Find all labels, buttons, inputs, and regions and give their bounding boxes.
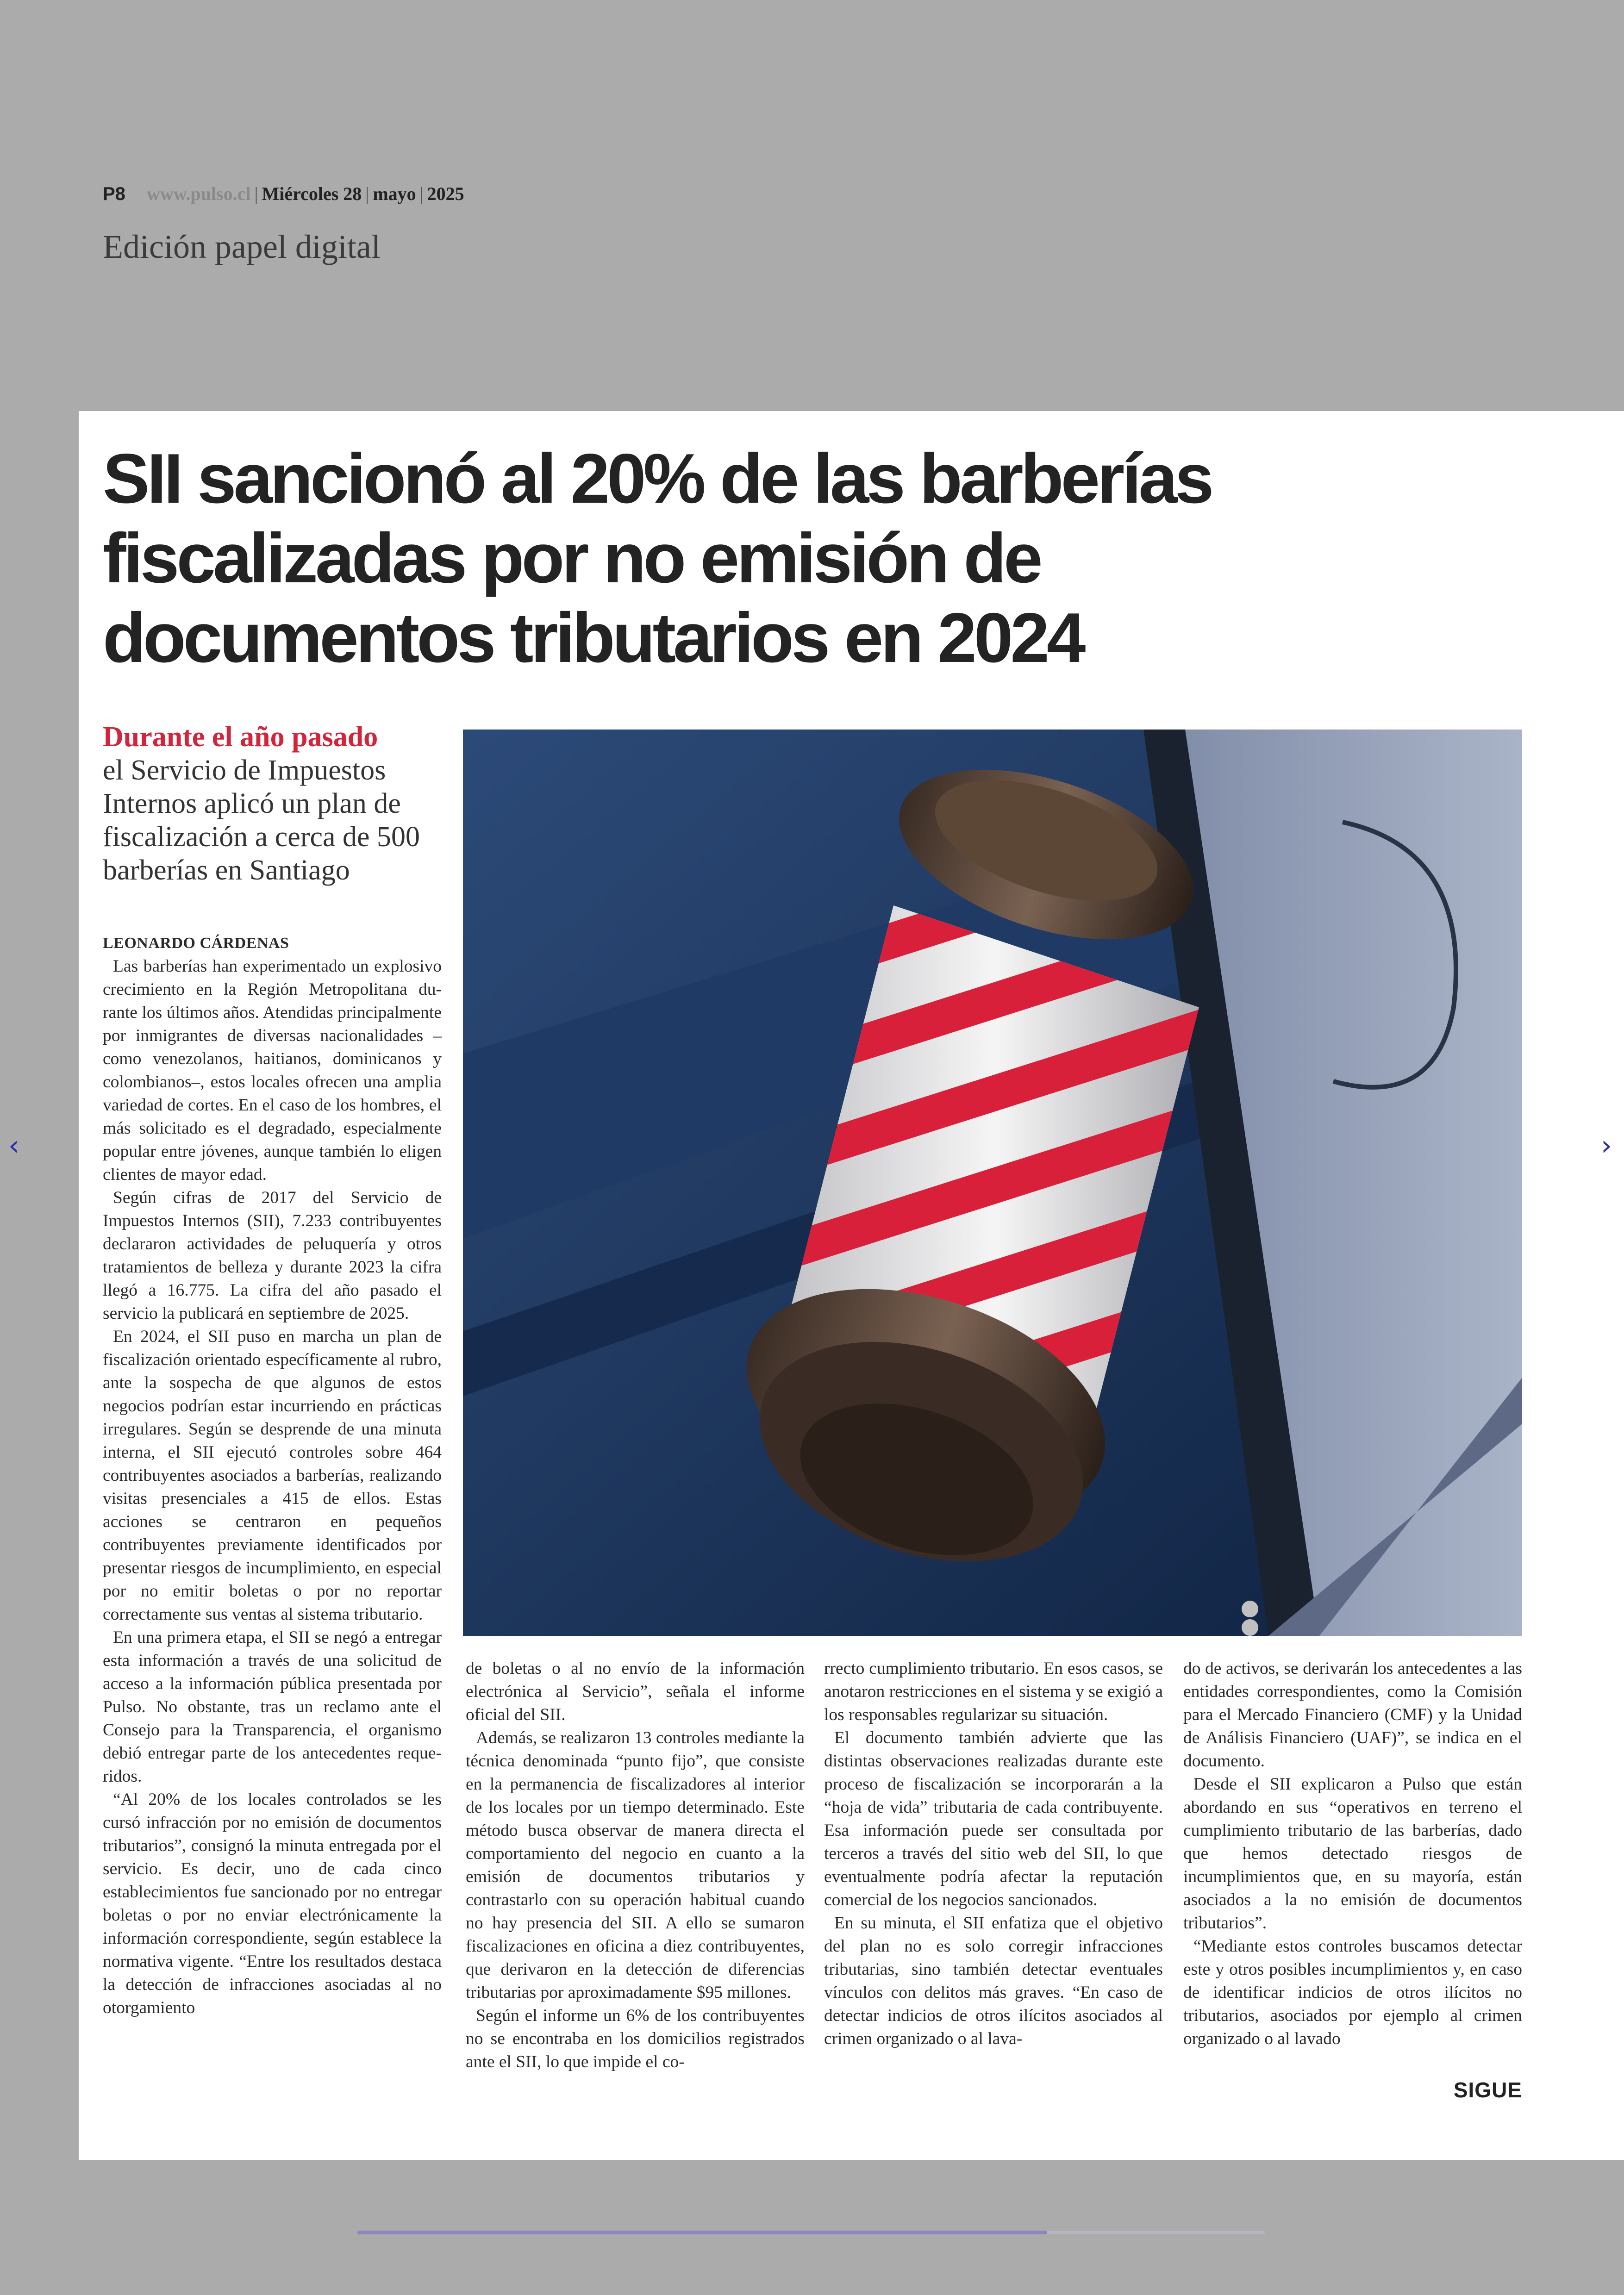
paragraph: rrecto cumplimiento tributario. En esos casos, se anotaron restricciones en el sistema y se exigió a los responsables regularizar su situación.	[824, 1659, 1163, 1724]
paragraph: “Mediante estos controles buscamos detectar este y otros posibles incumplimientos y, en caso de identificar indicios de otros ilícitos no tributarios, asociados por ejemplo al crimen organizado o al lavado	[1183, 1937, 1522, 2048]
paragraph: Desde el SII explicaron a Pulso que están abordando en sus “operativos en terreno el cumplimiento tributario de las barberías, dado que hemos detectado riesgos de incumplimientos que, en su mayoría, están asociados a la no emisión de documentos tributarios”.	[1183, 1775, 1522, 1933]
paragraph: “Al 20% de los locales controlados se les cursó infracción por no emisión de documentos tributarios”, consignó la minuta entregada por el servicio. Es decir, uno de cada cinco establecimientos fue sancionado por no entregar boletas o por no enviar electrónicamente la información correspondiente, según establece la normativa vigente. “Entre los resultados destaca la detección de infracciones asociadas al no otorgamiento	[103, 1790, 442, 2017]
next-page-button[interactable]	[1601, 1129, 1612, 1162]
chevron-left-icon: ‹	[8, 1129, 19, 1162]
paragraph: En una primera etapa, el SII se negó a entregar esta información a través de una solicitud de acceso a la información pública presentada por Pulso. No obstante, tras un reclamo ante el Consejo para la Transparencia, el organismo debió entregar parte de los antecedentes reque-ridos.	[103, 1628, 442, 1786]
article-column-3	[824, 1657, 1163, 2051]
paragraph: do de activos, se derivarán los antecedentes a las entidades correspondientes, como la Comisión para el Mercado Financiero (CMF) y la Unidad de Análisis Financiero (UAF)”, se indica en el documento.	[1183, 1659, 1522, 1771]
article-column-4	[1183, 1657, 1522, 2051]
article-byline: LEONARDO CÁRDENAS	[103, 935, 289, 952]
issue-weekday: Miércoles 28	[262, 183, 362, 204]
barber-pole-photo	[463, 730, 1522, 1636]
edition-label: Edición papel digital	[103, 228, 381, 265]
prev-page-button[interactable]	[8, 1129, 19, 1162]
paragraph: Según el informe un 6% de los contribuyentes no se encontraba en los domicilios registrados ante el SII, lo que impide el co-	[466, 2006, 805, 2071]
site-url: www.pulso.cl	[146, 183, 251, 204]
paragraph: Según cifras de 2017 del Servicio de Impuestos Internos (SII), 7.233 contribuyentes declararon actividades de peluquería y otros tratamientos de belleza y durante 2023 la cifra llegó a 16.775. La cifra del año pasado el servicio la publicará en septiembre de 2025.	[103, 1188, 442, 1323]
newspaper-page	[79, 411, 1624, 2160]
article-column-1	[103, 932, 442, 2089]
page-progress-fill	[357, 2231, 1047, 2234]
article-headline: SII sancionó al 20% de las barberías fiscalizadas por no emisión de documentos tributarios en 2024	[103, 439, 1212, 677]
deck-text: el Servicio de Impuestos Internos aplicó un plan de fiscalización a cerca de 500 barberías en Santiago	[103, 755, 420, 886]
page-number: P8	[103, 184, 125, 204]
article-column-2	[466, 1657, 805, 2074]
article-deck	[103, 720, 455, 887]
page-progress-bar[interactable]	[357, 2231, 1265, 2234]
issue-header: P8 www.pulso.cl | Miércoles 28 | mayo | 2025	[103, 183, 464, 204]
paragraph: de boletas o al no envío de la información electrónica al Servicio”, señala el informe oficial del SII.	[466, 1659, 805, 1724]
paragraph: El documento también advierte que las distintas observaciones realizadas durante este proceso de fiscalización se incorporarán a la “hoja de vida” tributaria de cada contribuyente. Esa información puede ser consultada por terceros a través del sitio web del SII, lo que eventualmente podría afectar la reputación comercial de los negocios sancionados.	[824, 1728, 1163, 1909]
paragraph: En su minuta, el SII enfatiza que el objetivo del plan no es solo corregir infracciones tributarias, sino también detectar eventuales vínculos con delitos más graves. “En caso de detectar indicios de otros ilícitos asociados al crimen organizado o al lava-	[824, 1914, 1163, 2048]
paragraph: Además, se realizaron 13 controles mediante la técnica denominada “punto fijo”, que consiste en la permanencia de fiscalizadores al interior de los locales por un tiempo determinado. Este método busca observar de manera directa el comportamiento del negocio en cuanto a la emisión de documentos tributarios y contrastarlo con su operación habitual cuando no hay presencia del SII. A ello se sumaron fiscalizaciones en oficina a diez contribuyentes, que derivaron en la detección de diferencias tributarias por aproximadamente $95 millones.	[466, 1728, 805, 2002]
deck-lead: Durante el año pasado	[103, 721, 378, 753]
paragraph: Las barberías han experimentado un explosivo crecimiento en la Región Metropolitana du-rante los últimos años. Atendidas principalmente por inmigrantes de diversas nacionalidades –como venezolanos, haitianos, dominicanos y colombianos–, estos locales ofrecen una amplia variedad de cortes. En el caso de los hombres, el más solicitado es el degradado, especialmente popular entre jóvenes, aunque también lo eligen clientes de mayor edad.	[103, 957, 442, 1184]
paragraph: En 2024, el SII puso en marcha un plan de fiscalización orientado específicamente al rubro, ante la sospecha de que algunos de estos negocios podrían estar incurriendo en prácticas irregulares. Según se desprende de una minuta interna, el SII ejecutó controles sobre 464 contribuyentes asociados a barberías, realizando visitas presenciales a 415 de ellos. Estas acciones se centraron en pequeños contribuyentes previamente identificados por presentar riesgos de incumplimiento, en especial por no emitir boletas o por no reportar correctamente sus ventas al sistema tributario.	[103, 1327, 442, 1624]
chevron-right-icon: ›	[1601, 1129, 1612, 1162]
issue-month: mayo	[373, 183, 416, 204]
continue-label: SIGUE	[1453, 2078, 1522, 2102]
issue-year: 2025	[427, 183, 464, 204]
barber-pole-image	[463, 730, 1522, 1636]
